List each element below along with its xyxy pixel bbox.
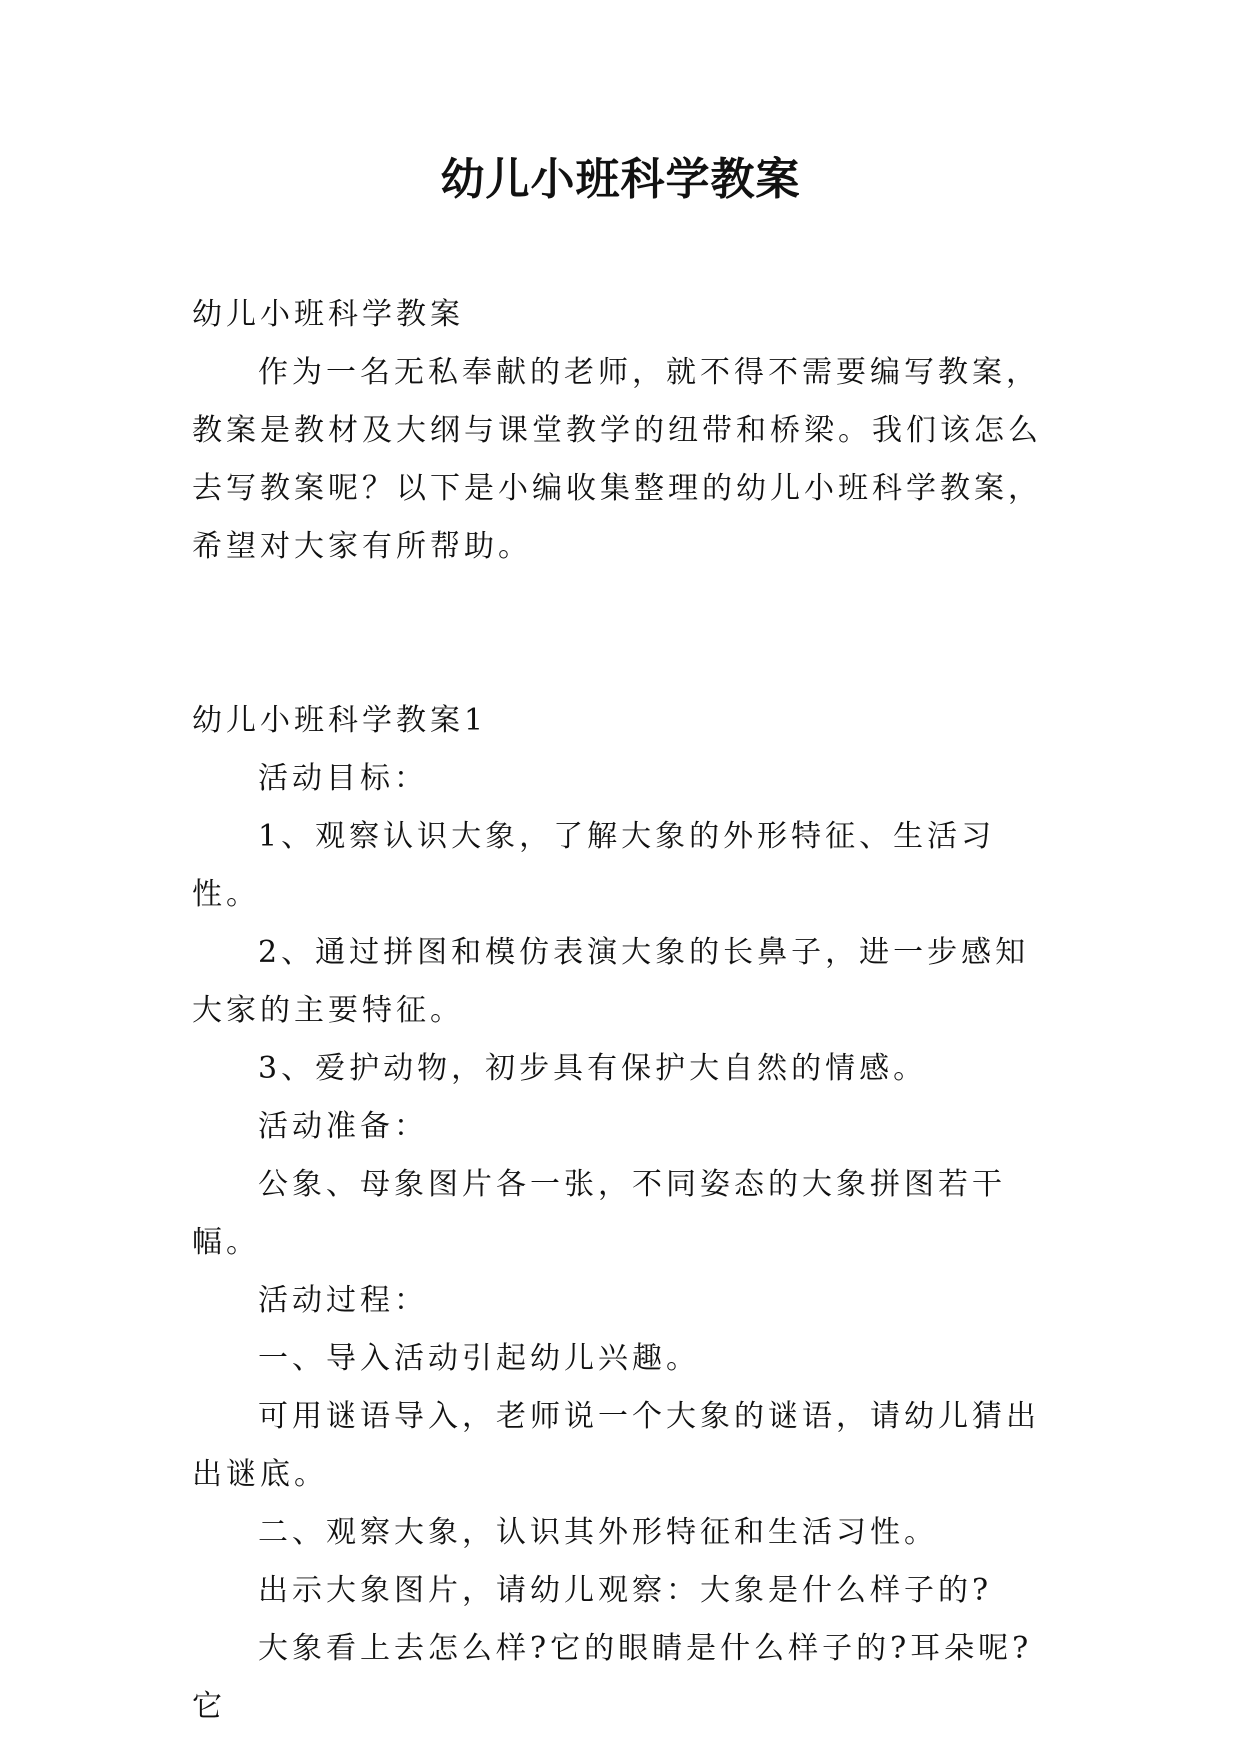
section-spacer (192, 576, 1062, 692)
paragraph-line: 3、爱护动物，初步具有保护大自然的情感。 (258, 1051, 928, 1086)
paragraph-line: 一、导入活动引起幼儿兴趣。 (258, 1341, 700, 1376)
document-title: 幼儿小班科学教案 (440, 154, 801, 205)
paragraph-line: 公象、母象图片各一张，不同姿态的大象拼图若干幅。 (192, 1167, 1006, 1260)
paragraph-line: 活动准备： (258, 1109, 428, 1144)
intro-heading: 幼儿小班科学教案 (192, 297, 464, 332)
paragraph-line: 出示大象图片，请幼儿观察：大象是什么样子的? (258, 1573, 993, 1608)
paragraph-line: 二、观察大象，认识其外形特征和生活习性。 (258, 1515, 938, 1550)
paragraph-line: 2、通过拼图和模仿表演大象的长鼻子，进一步感知大家的主要特征。 (192, 935, 1030, 1028)
document-body (192, 286, 1062, 1736)
paragraph-line: 活动过程： (258, 1283, 428, 1318)
paragraph-line: 活动目标： (258, 761, 428, 796)
paragraph-line: 可用谜语导入，老师说一个大象的谜语，请幼儿猜出出谜底。 (192, 1399, 1040, 1492)
paragraph-line: 1、观察认识大象，了解大象的外形特征、生活习性。 (192, 819, 996, 912)
paragraph-line: 大象看上去怎么样?它的眼睛是什么样子的?耳朵呢?它 (192, 1631, 1033, 1724)
section-heading: 幼儿小班科学教案1 (192, 703, 488, 738)
intro-paragraph: 作为一名无私奉献的老师，就不得不需要编写教案，教案是教材及大纲与课堂教学的纽带和桥梁。我们该怎么去写教案呢？以下是小编收集整理的幼儿小班科学教案，希望对大家有所帮助。 (192, 355, 1042, 564)
